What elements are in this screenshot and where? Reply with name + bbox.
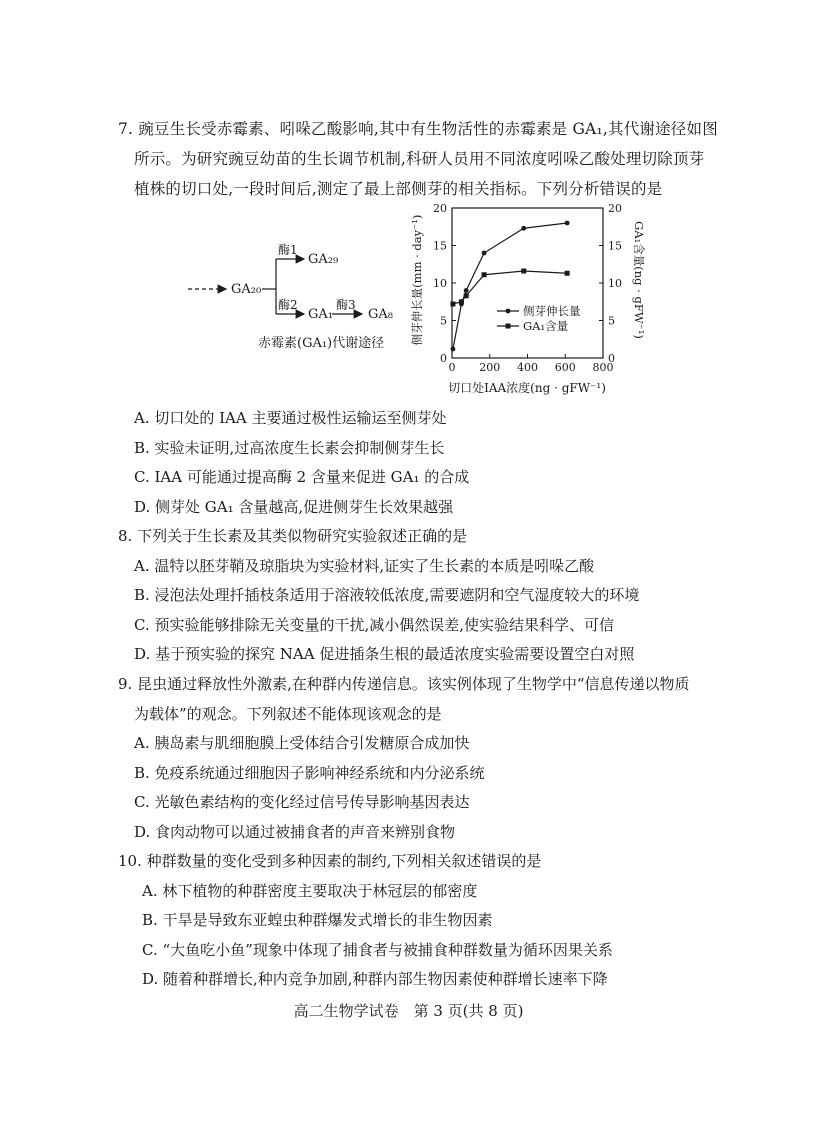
series-1-point xyxy=(451,347,456,352)
q7-option-a: A. 切口处的 IAA 主要通过极性运输运至侧芽处 xyxy=(134,409,447,427)
q7-stem-line2: 所示。为研究豌豆幼苗的生长调节机制,科研人员用不同浓度吲哚乙酸处理切除顶芽 xyxy=(134,150,705,168)
q9-option-c: C. 光敏色素结构的变化经过信号传导影响基因表达 xyxy=(134,793,470,811)
q10-option-b: B. 干旱是导致东亚蝗虫种群爆发式增长的非生物因素 xyxy=(142,911,493,929)
series-2-point xyxy=(482,272,487,277)
y-left-tick-label: 0 xyxy=(440,352,447,365)
ga-pathway-diagram xyxy=(180,235,405,355)
legend-marker-2 xyxy=(506,324,511,329)
series-2-point xyxy=(450,302,455,307)
q10-option-a: A. 林下植物的种群密度主要取决于林冠层的郁密度 xyxy=(142,882,478,900)
ga29-label: GA₂₉ xyxy=(308,252,339,267)
y-right-tick-label: 20 xyxy=(608,202,622,215)
series-2-point xyxy=(464,293,469,298)
x-tick-label: 0 xyxy=(448,361,456,374)
ga8-label: GA₈ xyxy=(368,307,393,322)
q7-stem-line1: 7. 豌豆生长受赤霉素、吲哚乙酸影响,其中有生物活性的赤霉素是 GA₁,其代谢途径如图 xyxy=(118,120,718,138)
q9-stem-line1: 9. 昆虫通过释放性外激素,在种群内传递信息。该实例体现了生物学中“信息传递以物质 xyxy=(118,675,690,693)
iaa-chart xyxy=(405,195,655,400)
y-right-tick-label: 10 xyxy=(608,277,622,290)
series-2-point xyxy=(459,299,464,304)
q9-option-b: B. 免疫系统通过细胞因子影响神经系统和内分泌系统 xyxy=(134,764,485,782)
series-1-point xyxy=(464,288,469,293)
ga1-label: GA₁ xyxy=(308,307,333,322)
q8-option-d: D. 基于预实验的探究 NAA 促进插条生根的最适浓度实验需要设置空白对照 xyxy=(134,645,635,663)
x-tick-label: 400 xyxy=(517,361,538,374)
chart-ylabel-left: 侧芽伸长量(mm · day⁻¹) xyxy=(410,214,424,346)
q9-stem-line2: 为载体”的观念。下列叙述不能体现该观念的是 xyxy=(134,705,442,723)
y-left-tick-label: 15 xyxy=(433,239,447,253)
series-line-2 xyxy=(453,271,567,304)
chart-xlabel: 切口处IAA浓度(ng · gFW⁻¹) xyxy=(448,381,606,395)
q9-option-d: D. 食肉动物可以通过被捕食者的声音来辨别食物 xyxy=(134,823,456,841)
q10-option-c: C. “大鱼吃小鱼”现象中体现了捕食者与被捕食种群数量为循环因果关系 xyxy=(142,941,613,959)
pathway-caption: 赤霉素(GA₁)代谢途径 xyxy=(258,336,385,351)
legend-label-2: GA₁含量 xyxy=(523,319,569,333)
enzyme1-label: 酶1 xyxy=(278,243,298,257)
enzyme3-label: 酶3 xyxy=(336,298,356,312)
q8-option-a: A. 温特以胚芽鞘及琼脂块为实验材料,证实了生长素的本质是吲哚乙酸 xyxy=(134,557,595,575)
enzyme2-label: 酶2 xyxy=(278,298,298,312)
q10-option-d: D. 随着种群增长,种内竞争加剧,种群内部生物因素使种群增长速率下降 xyxy=(142,970,608,988)
y-right-tick-label: 5 xyxy=(608,314,615,328)
x-tick-label: 200 xyxy=(479,361,501,374)
x-tick-label: 600 xyxy=(554,361,576,374)
series-2-point xyxy=(521,269,526,274)
series-2-point xyxy=(565,271,570,276)
q7-option-b: B. 实验未证明,过高浓度生长素会抑制侧芽生长 xyxy=(134,439,445,457)
q8-option-c: C. 预实验能够排除无关变量的干扰,减小偶然误差,使实验结果科学、可信 xyxy=(134,616,615,634)
q7-option-c: C. IAA 可能通过提高酶 2 含量来促进 GA₁ 的合成 xyxy=(134,468,470,486)
chart-frame xyxy=(452,208,603,358)
series-1-point xyxy=(521,226,526,231)
series-1-point xyxy=(565,221,570,226)
page-footer: 高二生物学试卷 第 3 页(共 8 页) xyxy=(293,1002,524,1020)
y-left-tick-label: 20 xyxy=(433,202,447,215)
q9-option-a: A. 胰岛素与肌细胞膜上受体结合引发糖原合成加快 xyxy=(134,734,470,752)
series-1-point xyxy=(482,251,487,256)
x-tick-label: 800 xyxy=(592,361,614,374)
y-right-tick-label: 15 xyxy=(608,239,622,253)
y-left-tick-label: 10 xyxy=(433,277,447,290)
y-right-tick-label: 0 xyxy=(608,352,615,365)
q8-stem: 8. 下列关于生长素及其类似物研究实验叙述正确的是 xyxy=(118,527,468,545)
legend-marker-1 xyxy=(506,309,511,314)
q7-stem-line3: 植株的切口处,一段时间后,测定了最上部侧芽的相关指标。下列分析错误的是 xyxy=(134,180,663,198)
q8-option-b: B. 浸泡法处理扦插枝条适用于溶液较低浓度,需要遮阴和空气湿度较大的环境 xyxy=(134,586,640,604)
legend-label-1: 侧芽伸长量 xyxy=(523,304,581,318)
q7-option-d: D. 侧芽处 GA₁ 含量越高,促进侧芽生长效果越强 xyxy=(134,498,454,516)
q10-stem: 10. 种群数量的变化受到多种因素的制约,下列相关叙述错误的是 xyxy=(118,852,542,870)
chart-ylabel-right: GA₁含量(ng · gFW⁻¹) xyxy=(632,221,646,339)
ga20-label: GA₂₀ xyxy=(231,282,262,297)
y-left-tick-label: 5 xyxy=(440,314,447,328)
